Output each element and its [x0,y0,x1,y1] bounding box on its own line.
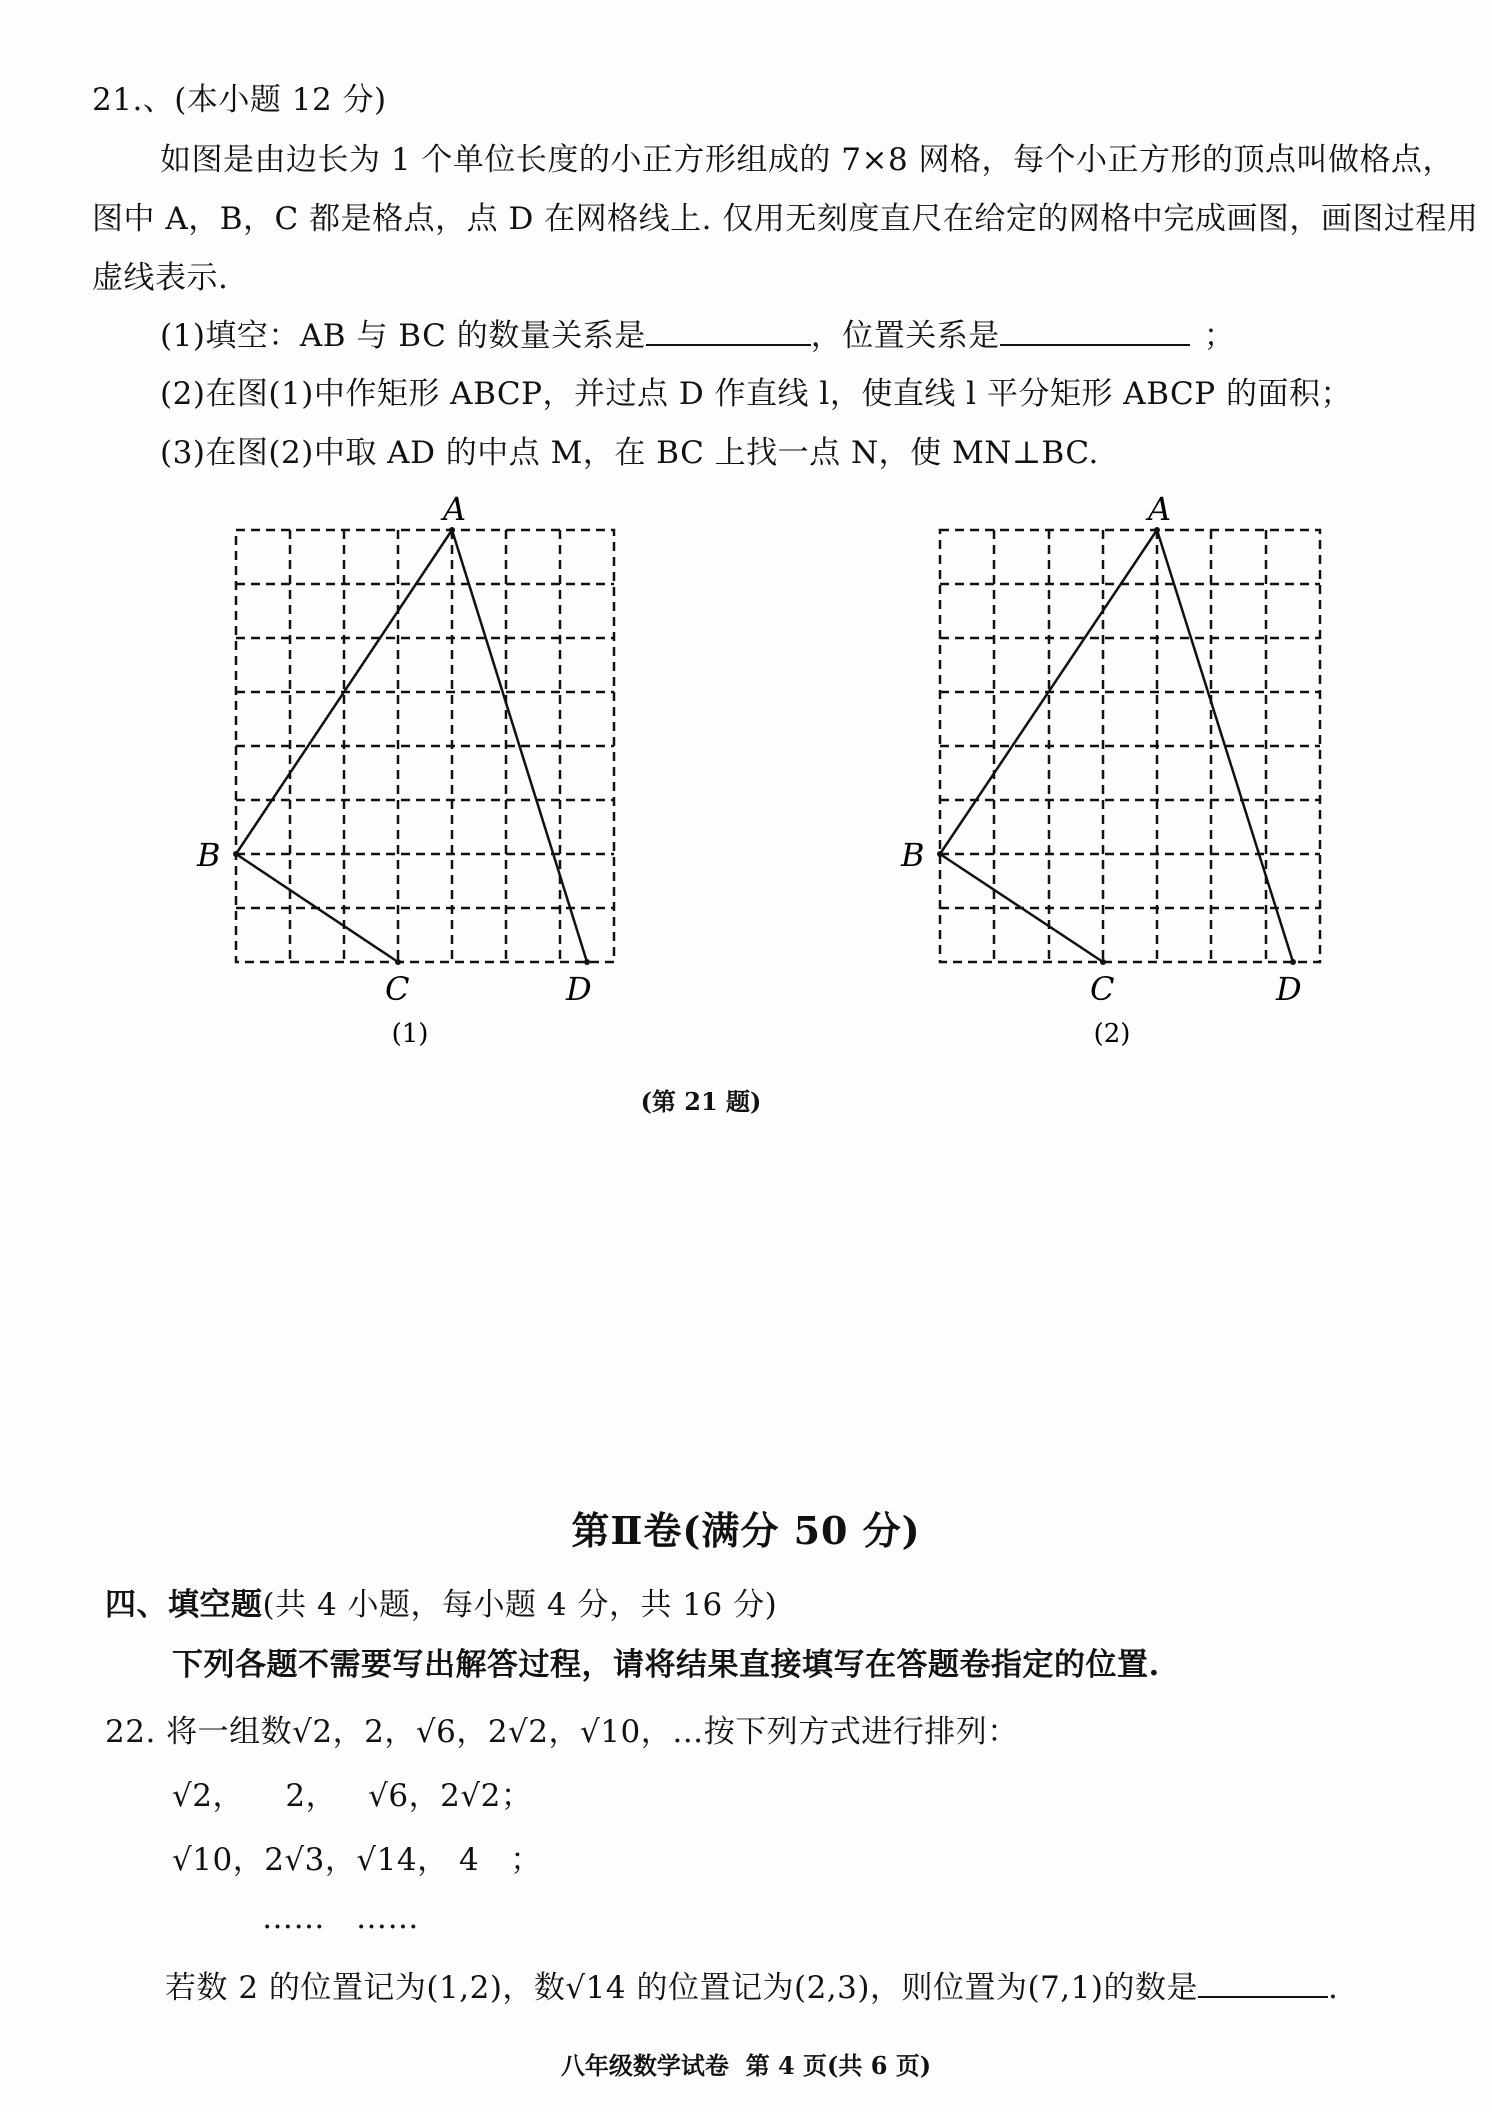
q22-row3: …… …… [262,1900,420,1936]
label-c-1: C [385,970,410,1008]
q21-part1-end: ； [1203,318,1236,354]
answer-blank-q22[interactable] [1198,1968,1328,1998]
page-footer [0,2046,1492,2081]
label-d-1: D [566,970,592,1008]
q21-part1-prefix: (1)填空：AB 与 BC 的数量关系是 [160,318,646,354]
caption-2: (2) [1093,1019,1131,1049]
answer-blank-position[interactable] [1000,316,1190,346]
label-b-1: B [197,836,221,874]
q22-intro: 22. 将一组数√2，2，√6，2√2，√10，…按下列方式进行排列： [105,1714,1019,1750]
page-footer-text: 八年级数学试卷 第 4 页(共 6 页) [560,2051,932,2080]
label-d-2: D [1276,970,1302,1008]
caption-1: (1) [391,1019,429,1049]
figure-caption-text: (第 21 题) [640,1087,762,1116]
q21-part2: (2)在图(1)中作矩形 ABCP，并过点 D 作直线 l，使直线 l 平分矩形 ABCP 的面积； [160,376,1352,412]
section-2-title-row [0,1500,1492,1555]
q21-part1-middle: ，位置关系是 [810,318,1000,354]
q21-figure-caption [0,1082,1492,1117]
point-b-1 [233,851,239,857]
q21-intro-line2: 图中 A，B，C 都是格点，点 D 在网格线上. 仅用无刻度直尺在给定的网格中完成画图，画图过程用 [92,201,1479,237]
part4-title: 四、填空题 [105,1587,263,1623]
grid-2 [940,530,1320,962]
figure-1 [180,490,640,1050]
q21-part1 [160,316,1235,356]
part4-heading [105,1585,777,1625]
figure-2 [890,490,1350,1050]
label-a-1: A [443,490,467,528]
section-2-title: 第Ⅱ卷(满分 50 分) [571,1508,921,1553]
label-b-2: B [901,836,925,874]
point-b-2 [937,851,943,857]
q21-intro-line3: 虚线表示. [92,260,229,296]
point-d-2 [1290,959,1296,965]
q22-row2: √10，2√3，√14， 4 ； [172,1842,542,1878]
q22-question-end: . [1327,1970,1339,2006]
answer-blank-quantity[interactable] [646,316,811,346]
q21-intro-line1: 如图是由边长为 1 个单位长度的小正方形组成的 7×8 网格，每个小正方形的顶点叫做格点， [160,142,1455,178]
point-d-1 [584,959,590,965]
q22-question-text: 若数 2 的位置记为(1,2)，数√14 的位置记为(2,3)，则位置为(7,1)的数是 [165,1970,1198,2006]
part4-detail: (共 4 小题，每小题 4 分，共 16 分) [262,1587,778,1623]
part4-instruction: 下列各题不需要写出解答过程，请将结果直接填写在答题卷指定的位置. [172,1647,1160,1683]
grid-1 [236,530,614,962]
q21-header: 21.、(本小题 12 分) [92,82,387,118]
q21-part3: (3)在图(2)中取 AD 的中点 M，在 BC 上找一点 N，使 MN⊥BC. [160,435,1099,471]
q22-row1: √2， 2， √6，2√2； [172,1778,533,1814]
label-c-2: C [1090,970,1115,1008]
point-c-2 [1100,959,1106,965]
point-c-1 [395,959,401,965]
q22-question [165,1968,1338,2008]
label-a-2: A [1148,490,1172,528]
